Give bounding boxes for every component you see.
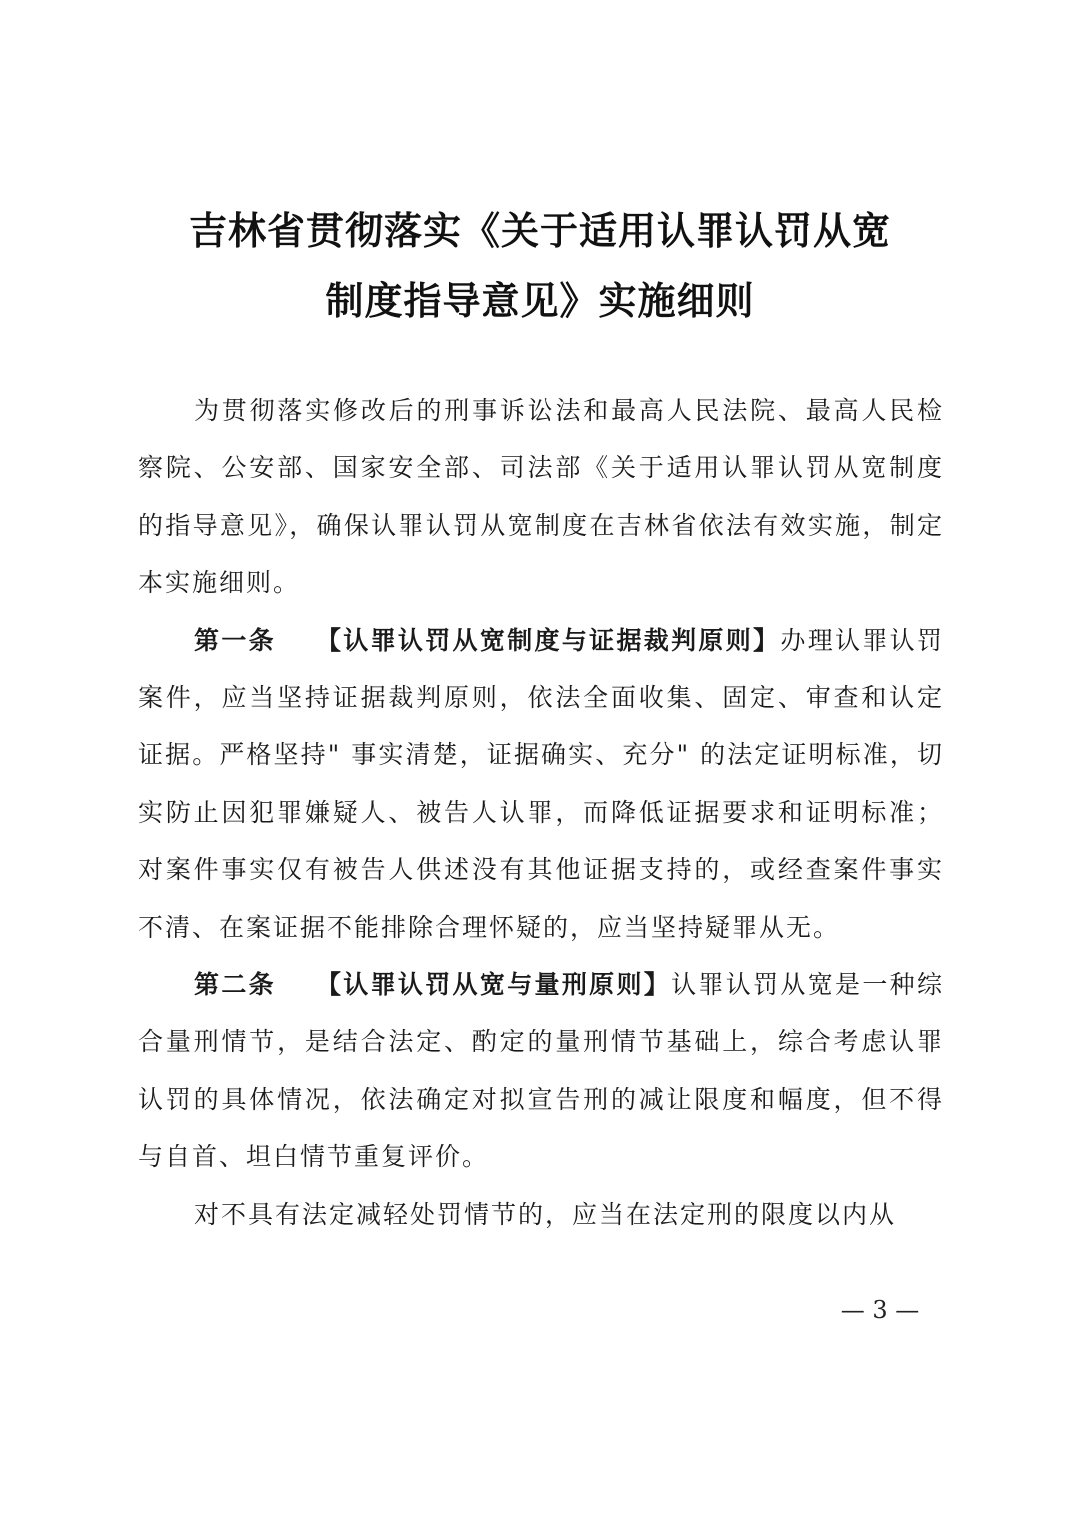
article-1-text: 办理认罪认罚案件，应当坚持证据裁判原则，依法全面收集、固定、审查和认定证据。严格坚持" 事实清楚，证据确实、充分" 的法定证明标准，切实防止因犯罪嫌疑人、被告人认罪，而降低证据要求和证明标准；对案件事实仅有被告人供述没有其他证据支持的，或经查案件事实不清、在案证据不能排除合理怀疑的，应当坚持疑罪从无。 (138, 625, 944, 942)
page-number: — 3 — (840, 1296, 920, 1324)
document-body (138, 382, 944, 1243)
article-2-text: 认罪认罚从宽是一种综合量刑情节，是结合法定、酌定的量刑情节基础上，综合考虑认罪认罚的具体情况，依法确定对拟宣告刑的减让限度和幅度，但不得与自首、坦白情节重复评价。 (138, 970, 944, 1172)
document-title-line-1: 吉林省贯彻落实《关于适用认罪认罚从宽 (188, 209, 891, 253)
article-2 (138, 956, 944, 1186)
intro-paragraph: 为贯彻落实修改后的刑事诉讼法和最高人民法院、最高人民检察院、公安部、国家安全部、司法部《关于适用认罪认罚从宽制度的指导意见》，确保认罪认罚从宽制度在吉林省依法有效实施，制定本实施细则。 (138, 396, 944, 598)
article-2-heading: 【认罪认罚从宽与量刑原则】 (315, 970, 672, 1000)
article-2-number: 第二条 (194, 970, 276, 1000)
document-title-line-2: 制度指导意见》实施细则 (325, 279, 755, 323)
article-1-heading: 【认罪认罚从宽制度与证据裁判原则】 (315, 625, 781, 655)
article-1-number: 第一条 (194, 625, 276, 655)
article-1 (138, 612, 944, 956)
trailing-paragraph: 对不具有法定减轻处罚情节的，应当在法定刑的限度以内从 (194, 1199, 897, 1229)
